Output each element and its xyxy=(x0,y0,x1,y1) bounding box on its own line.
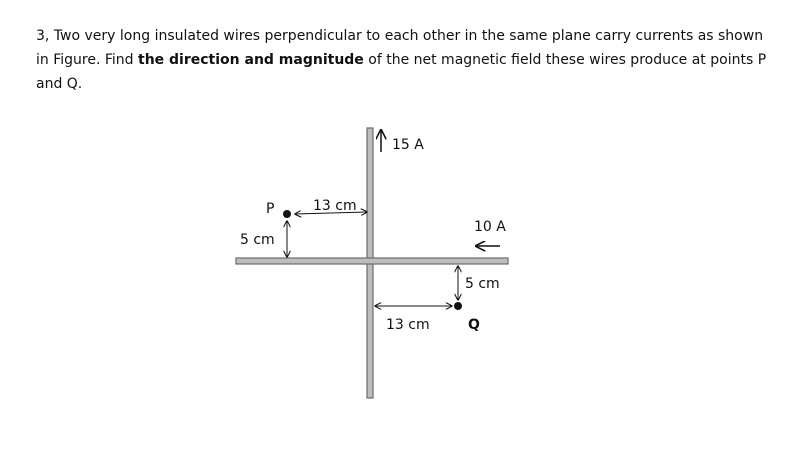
p-horizontal-distance-label: 13 cm xyxy=(313,198,357,214)
p-vertical-distance-label: 5 cm xyxy=(240,232,275,248)
vertical-current-label: 15 A xyxy=(392,137,424,153)
problem-text-part2: of the net magnetic field these wires produce at points P and Q. xyxy=(36,52,767,92)
problem-emphasis: the direction and magnitude xyxy=(138,52,364,68)
point-p-label: P xyxy=(266,201,275,217)
point-p-dot xyxy=(283,210,291,218)
q-horizontal-distance-label: 13 cm xyxy=(386,317,430,333)
horizontal-wire xyxy=(236,258,508,264)
q-vertical-distance-label: 5 cm xyxy=(465,276,500,292)
problem-text-part1: 3, Two very long insulated wires perpendicular to each other in the same plane carry currents as shown in Figure. Find xyxy=(36,28,764,68)
point-q-dot xyxy=(454,302,462,310)
horizontal-current-label: 10 A xyxy=(474,219,506,235)
point-q-label: Q xyxy=(468,317,480,333)
